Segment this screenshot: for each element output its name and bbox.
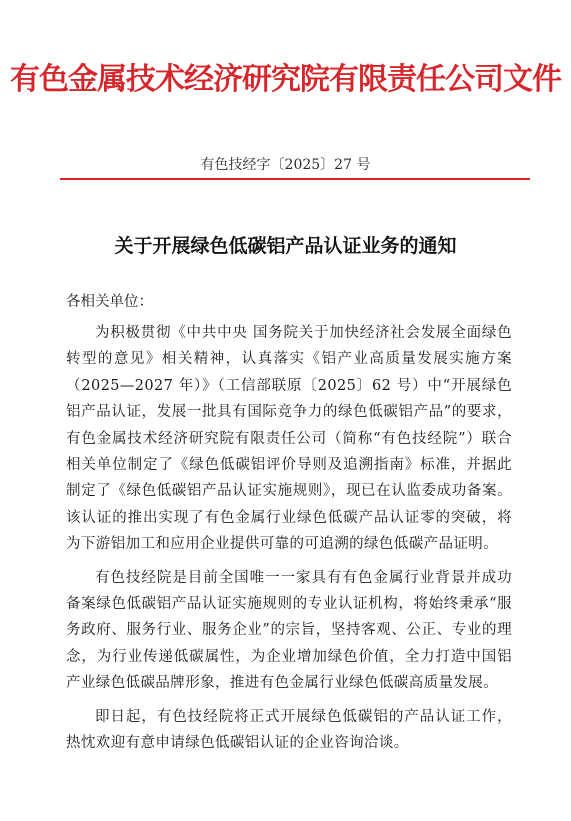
document-number: 有色技经字〔2025〕27 号	[200, 157, 371, 173]
header-red-rule	[60, 178, 530, 180]
org-document-header: 有色金属技术经济研究院有限责任公司文件	[10, 62, 561, 97]
notice-body	[66, 320, 512, 764]
salutation: 各相关单位：	[66, 294, 153, 310]
body-paragraph: 即日起，有色技经院将正式开展绿色低碳铝的产品认证工作，热忱欢迎有意申请绿色低碳铝认证的企业咨询洽谈。	[66, 708, 512, 752]
notice-title: 关于开展绿色低碳铝产品认证业务的通知	[114, 235, 457, 257]
body-paragraph: 有色技经院是目前全国唯一一家具有有色金属行业背景并成功备案绿色低碳铝产品认证实施规则的专业认证机构，将始终秉承“服务政府、服务行业、服务企业”的宗旨，坚持客观、公正、专业的理念，为行业传递低碳属性，为企业增加绿色价值，全力打造中国铝产业绿色低碳品牌形象，推进有色金属行业绿色低碳高质量发展。	[66, 569, 512, 692]
body-paragraph: 为积极贯彻《中共中央 国务院关于加快经济社会发展全面绿色转型的意见》相关精神，认真落实《铝产业高质量发展实施方案（2025—2027 年）》（工信部联原〔2025〕62 号）中“开展绿色铝产品认证，发展一批具有国际竞争力的绿色低碳铝产品”的要求，有色金属技术经济研究院有限责任公司（简称“有色技经院”）联合相关单位制定了《绿色低碳铝评价导则及追溯指南》标准，并据此制定了《绿色低碳铝产品认证实施规则》，现已在认监委成功备案。该认证的推出实现了有色金属行业绿色低碳产品认证零的突破，将为下游铝加工和应用企业提供可靠的可追溯的绿色低碳产品证明。	[66, 325, 512, 553]
